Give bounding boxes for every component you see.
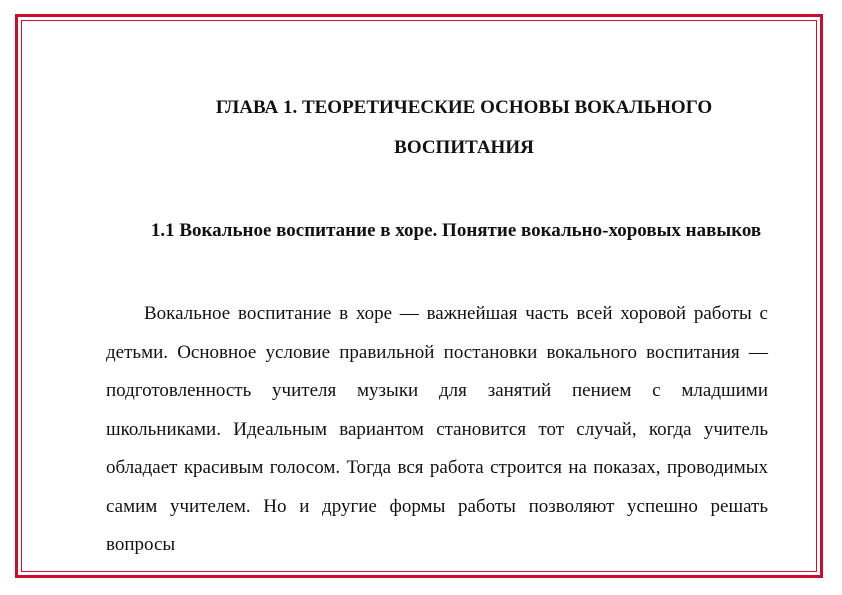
- body-paragraph: Вокальное воспитание в хоре — важнейшая часть всей хоровой работы с детьми. Основное условие правильной постановки вокального воспитания — подготовленность учителя музыки для занятий пением с младшими школьниками. Идеальным вариантом становится тот случай, когда учитель обладает красивым голосом. Тогда вся работа строится на показах, проводимых самим учителем. Но и другие формы работы позволяют успешно решать вопросы: [106, 303, 768, 555]
- chapter-title: ГЛАВА 1. ТЕОРЕТИЧЕСКИЕ ОСНОВЫ ВОКАЛЬНОГО ВОСПИТАНИЯ: [215, 97, 713, 158]
- section-title: 1.1 Вокальное воспитание в хоре. Понятие вокально-хоровых навыков: [150, 220, 762, 241]
- document-page: [22, 21, 816, 571]
